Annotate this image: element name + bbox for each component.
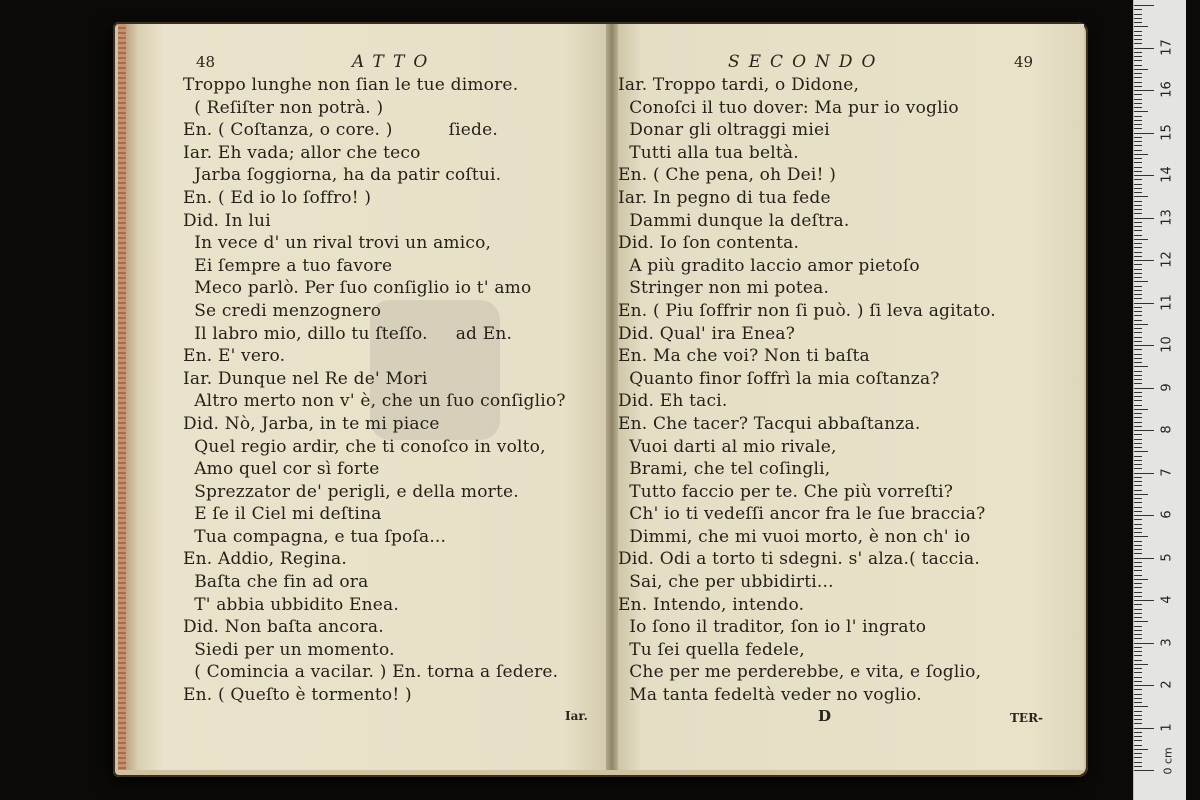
ruler-tick xyxy=(1134,375,1142,376)
ruler-number: 5 xyxy=(1159,552,1175,562)
left-text-line: Altro merto non v' è, che un ſuo conſiglio? xyxy=(183,391,566,412)
left-text-line: E ſe il Ciel mi deſtina xyxy=(183,504,382,525)
ruler-tick xyxy=(1134,643,1154,644)
left-catchword: Iar. xyxy=(565,709,588,723)
ruler-tick xyxy=(1134,532,1142,533)
ruler-tick xyxy=(1134,116,1142,117)
left-text-line: Amo quel cor sì forte xyxy=(183,459,380,480)
ruler-tick xyxy=(1134,664,1148,665)
ruler-unit-label: 0 cm xyxy=(1161,747,1175,775)
ruler-tick xyxy=(1134,519,1142,520)
right-text-line: Quanto finor ſoffrì la mia coſtanza? xyxy=(618,368,940,389)
ruler-tick xyxy=(1134,18,1142,19)
ruler-tick xyxy=(1134,362,1142,363)
ruler-tick xyxy=(1134,596,1142,597)
ruler-number: 4 xyxy=(1159,595,1175,604)
ruler-tick xyxy=(1134,230,1142,231)
ruler-tick xyxy=(1134,162,1142,163)
ruler-tick xyxy=(1134,651,1142,652)
left-text-line: Iar. Eh vada; allor che teco xyxy=(183,142,421,163)
ruler-tick xyxy=(1134,201,1142,202)
right-text-line: En. Che tacer? Tacqui abbaſtanza. xyxy=(618,413,921,434)
left-text-line: Siedi per un momento. xyxy=(183,639,395,660)
ruler-tick xyxy=(1134,558,1154,559)
ruler-tick xyxy=(1134,218,1154,219)
left-text-line: Did. Non baſta ancora. xyxy=(183,617,384,638)
ruler-tick xyxy=(1134,264,1142,265)
right-page-number: 49 xyxy=(1014,53,1034,71)
ruler-tick xyxy=(1134,490,1142,491)
right-text-line: Did. Odi a torto ti sdegni. s' alza.( taccia. xyxy=(618,549,980,570)
ruler-tick xyxy=(1134,613,1142,614)
ruler-tick xyxy=(1134,332,1142,333)
ruler-tick xyxy=(1134,358,1142,359)
ruler-tick xyxy=(1134,154,1148,155)
ruler-tick xyxy=(1134,689,1142,690)
ruler-tick xyxy=(1134,681,1142,682)
ruler-number: 2 xyxy=(1159,680,1175,689)
ruler-tick xyxy=(1134,69,1148,70)
ruler-tick xyxy=(1134,524,1142,525)
right-text-line: Io ſono il traditor, ſon io l' ingrato xyxy=(618,617,927,638)
ruler-tick xyxy=(1134,366,1148,367)
ruler-tick xyxy=(1134,345,1154,346)
ruler-tick xyxy=(1134,638,1142,639)
measurement-ruler xyxy=(1133,0,1186,800)
ruler-tick xyxy=(1134,256,1142,257)
ruler-tick xyxy=(1134,434,1142,435)
ruler-tick xyxy=(1134,447,1142,448)
right-text-line: Dimmi, che mi vuoi morto, è non ch' io xyxy=(618,526,971,547)
ruler-tick xyxy=(1134,494,1148,495)
ruler-tick xyxy=(1134,430,1154,431)
ruler-tick xyxy=(1134,617,1142,618)
ruler-tick xyxy=(1134,460,1142,461)
ruler-tick xyxy=(1134,694,1142,695)
ruler-tick xyxy=(1134,396,1142,397)
ruler-tick xyxy=(1134,451,1148,452)
ruler-tick xyxy=(1134,269,1142,270)
ruler-tick xyxy=(1134,443,1142,444)
ruler-tick xyxy=(1134,570,1142,571)
ruler-tick xyxy=(1134,668,1142,669)
left-text-line: Troppo lunghe non ſian le tue dimore. xyxy=(183,75,519,95)
ruler-tick xyxy=(1134,60,1142,61)
ruler-tick xyxy=(1134,179,1142,180)
ruler-tick xyxy=(1134,307,1142,308)
ruler-tick xyxy=(1134,485,1142,486)
ruler-tick xyxy=(1134,426,1142,427)
ruler-tick xyxy=(1134,481,1142,482)
ruler-tick xyxy=(1134,732,1142,733)
ruler-tick xyxy=(1134,349,1142,350)
ruler-number: 3 xyxy=(1159,637,1175,647)
right-text-line: En. Ma che voi? Non ti baſta xyxy=(618,346,870,367)
ruler-tick xyxy=(1134,5,1154,6)
ruler-tick xyxy=(1134,464,1142,465)
ruler-tick xyxy=(1134,379,1142,380)
ruler-tick xyxy=(1134,672,1142,673)
ruler-number: 13 xyxy=(1159,208,1175,226)
ruler-tick xyxy=(1134,719,1142,720)
ruler-tick xyxy=(1134,549,1142,550)
ruler-tick xyxy=(1134,320,1142,321)
ruler-tick xyxy=(1134,702,1142,703)
ruler-tick xyxy=(1134,477,1142,478)
ruler-tick xyxy=(1134,413,1142,414)
ruler-tick xyxy=(1134,120,1142,121)
ruler-number: 8 xyxy=(1159,425,1175,434)
ruler-tick xyxy=(1134,209,1142,210)
ruler-tick xyxy=(1134,188,1142,189)
ruler-number: 14 xyxy=(1159,166,1175,183)
ruler-tick xyxy=(1134,48,1154,49)
ruler-tick xyxy=(1134,277,1142,278)
ruler-number: 1 xyxy=(1159,722,1175,732)
ruler-tick xyxy=(1134,99,1142,100)
ruler-tick xyxy=(1134,82,1142,83)
right-text-line: Did. Io ſon contenta. xyxy=(618,233,800,254)
ruler-tick xyxy=(1134,14,1142,15)
ruler-tick xyxy=(1134,507,1142,508)
left-text-line: Se credi menzognero xyxy=(183,300,382,321)
ruler-number: 15 xyxy=(1159,123,1175,141)
left-text-line: Il labro mio, dillo tu ſteſſo. ad En. xyxy=(183,323,513,344)
ruler-tick xyxy=(1134,222,1142,223)
ruler-tick xyxy=(1134,711,1142,712)
ruler-tick xyxy=(1134,137,1142,138)
ruler-tick xyxy=(1134,706,1148,707)
ruler-tick xyxy=(1134,745,1142,746)
signature-mark: D xyxy=(818,707,832,725)
ruler-tick xyxy=(1134,56,1142,57)
ruler-tick xyxy=(1134,583,1142,584)
ruler-tick xyxy=(1134,103,1142,104)
ruler-tick xyxy=(1134,587,1142,588)
ruler-tick xyxy=(1134,502,1142,503)
ruler-tick xyxy=(1134,456,1142,457)
ruler-tick xyxy=(1134,192,1142,193)
ruler-tick xyxy=(1134,39,1142,40)
left-text-line: Baſta che fin ad ora xyxy=(183,572,369,593)
ruler-tick xyxy=(1134,31,1142,32)
ruler-tick xyxy=(1134,388,1154,389)
ruler-tick xyxy=(1134,315,1142,316)
ruler-tick xyxy=(1134,281,1148,282)
ruler-tick xyxy=(1134,579,1148,580)
ruler-tick xyxy=(1134,740,1142,741)
right-text-line: Did. Eh taci. xyxy=(618,391,728,412)
ruler-number: 12 xyxy=(1159,251,1175,268)
ruler-tick xyxy=(1134,600,1154,601)
ruler-tick xyxy=(1134,158,1142,159)
ruler-tick xyxy=(1134,371,1142,372)
right-page-text xyxy=(618,74,996,707)
ruler-tick xyxy=(1134,685,1154,686)
ruler-tick xyxy=(1134,621,1148,622)
left-text-line: En. ( Ed io lo ſoffro! ) xyxy=(183,187,372,208)
ruler-tick xyxy=(1134,609,1142,610)
ruler-tick xyxy=(1134,273,1142,274)
left-text-line: Ei ſempre a tuo favore xyxy=(183,255,393,276)
ruler-tick xyxy=(1134,26,1148,27)
ruler-tick xyxy=(1134,383,1142,384)
ruler-tick xyxy=(1134,205,1142,206)
ruler-tick xyxy=(1134,655,1142,656)
ruler-tick xyxy=(1134,311,1142,312)
ruler-tick xyxy=(1134,545,1142,546)
right-text-line: Tu ſei quella fedele, xyxy=(618,639,805,660)
ruler-tick xyxy=(1134,409,1148,410)
right-text-line: Che per me perderebbe, e vita, e ſoglio, xyxy=(618,662,982,683)
ruler-tick xyxy=(1134,260,1154,261)
ruler-tick xyxy=(1134,400,1142,401)
ruler-tick xyxy=(1134,328,1142,329)
ruler-tick xyxy=(1134,124,1142,125)
ruler-tick xyxy=(1134,515,1154,516)
left-page-text xyxy=(183,74,566,707)
right-text-line: Conoſci il tuo dover: Ma pur io voglio xyxy=(618,97,959,118)
ruler-tick xyxy=(1134,9,1142,10)
ruler-tick xyxy=(1134,541,1142,542)
ruler-tick xyxy=(1134,536,1148,537)
left-text-line: ( Reſiſter non potrà. ) xyxy=(183,97,384,118)
ruler-tick xyxy=(1134,213,1142,214)
ruler-tick xyxy=(1134,90,1154,91)
ruler-tick xyxy=(1134,298,1142,299)
right-text-line: Stringer non mi potea. xyxy=(618,278,830,299)
right-text-line: Iar. In pegno di tua fede xyxy=(618,187,831,208)
ruler-tick xyxy=(1134,35,1142,36)
ruler-tick xyxy=(1134,392,1142,393)
ruler-tick xyxy=(1134,145,1142,146)
ruler-tick xyxy=(1134,736,1142,737)
right-text-line: En. Intendo, intendo. xyxy=(618,594,805,615)
book-gutter xyxy=(606,24,618,770)
ruler-tick xyxy=(1134,52,1142,53)
right-text-line: Tutti alla tua beltà. xyxy=(618,142,799,163)
ruler-tick xyxy=(1134,575,1142,576)
ruler-tick xyxy=(1134,698,1142,699)
ruler-tick xyxy=(1134,86,1142,87)
ruler-number: 9 xyxy=(1159,382,1175,392)
left-text-line: Tua compagna, e tua ſpoſa... xyxy=(183,526,447,547)
ruler-tick xyxy=(1134,405,1142,406)
left-text-line: En. E' vero. xyxy=(183,346,286,367)
ruler-tick xyxy=(1134,417,1142,418)
ruler-tick xyxy=(1134,111,1148,112)
ruler-tick xyxy=(1134,286,1142,287)
left-text-line: En. ( Queſto è tormento! ) xyxy=(183,685,412,706)
right-text-line: En. ( Piu ſoffrir non ſi può. ) ſi leva agitato. xyxy=(618,300,996,321)
ruler-number: 7 xyxy=(1159,467,1175,477)
left-text-line: Did. Nò, Jarba, in te mi piace xyxy=(183,413,440,434)
ruler-tick xyxy=(1134,324,1148,325)
ruler-tick xyxy=(1134,141,1142,142)
left-page-number: 48 xyxy=(196,53,216,71)
ruler-tick xyxy=(1134,133,1154,134)
left-text-line: T' abbia ubbidito Enea. xyxy=(183,594,399,615)
left-running-header: ATTO xyxy=(352,52,437,72)
ruler-tick xyxy=(1134,562,1142,563)
ruler-tick xyxy=(1134,226,1142,227)
left-text-line: Quel regio ardir, che ti conoſco in volto, xyxy=(183,436,546,457)
right-text-line: Donar gli oltraggi miei xyxy=(618,120,830,141)
right-text-line: Dammi dunque la deſtra. xyxy=(618,210,850,231)
ruler-tick xyxy=(1134,498,1142,499)
ruler-tick xyxy=(1134,252,1142,253)
right-text-line: Ma tanta fedeltà veder no voglio. xyxy=(618,685,922,706)
left-text-line: Jarba ſoggiorna, ha da patir coſtui. xyxy=(183,165,502,186)
right-text-line: Ch' io ti vedeſſi ancor fra le ſue braccia? xyxy=(618,504,986,525)
ruler-tick xyxy=(1134,757,1142,758)
right-text-line: Vuoi darti al mio rivale, xyxy=(618,436,837,457)
ruler-tick xyxy=(1134,553,1142,554)
ruler-tick xyxy=(1134,660,1142,661)
ruler-tick xyxy=(1134,630,1142,631)
right-text-line: Tutto faccio per te. Che più vorreſti? xyxy=(618,481,954,502)
ruler-tick xyxy=(1134,723,1142,724)
ruler-tick xyxy=(1134,677,1142,678)
ruler-tick xyxy=(1134,107,1142,108)
left-text-line: Sprezzator de' perigli, e della morte. xyxy=(183,481,519,502)
ruler-tick xyxy=(1134,196,1148,197)
ruler-tick xyxy=(1134,715,1142,716)
ruler-tick xyxy=(1134,770,1154,771)
ruler-tick xyxy=(1134,592,1142,593)
right-catchword: TER- xyxy=(1010,711,1044,725)
ruler-tick xyxy=(1134,184,1142,185)
ruler-tick xyxy=(1134,337,1142,338)
ruler-tick xyxy=(1134,77,1142,78)
ruler-tick xyxy=(1134,766,1142,767)
ruler-tick xyxy=(1134,511,1142,512)
ruler-tick xyxy=(1134,604,1142,605)
ruler-tick xyxy=(1134,749,1148,750)
ruler-tick xyxy=(1134,422,1142,423)
ruler-tick xyxy=(1134,626,1142,627)
ruler-tick xyxy=(1134,94,1142,95)
ruler-tick xyxy=(1134,73,1142,74)
ruler-tick xyxy=(1134,303,1154,304)
ruler-tick xyxy=(1134,294,1142,295)
left-text-line: En. Addio, Regina. xyxy=(183,549,347,570)
right-running-header: SECONDO xyxy=(728,52,885,72)
ruler-tick xyxy=(1134,753,1142,754)
ruler-tick xyxy=(1134,171,1142,172)
right-text-line: Brami, che tel coſingli, xyxy=(618,459,831,480)
ruler-tick xyxy=(1134,247,1142,248)
ruler-tick xyxy=(1134,647,1142,648)
ruler-number: 17 xyxy=(1159,38,1175,56)
ruler-number: 6 xyxy=(1159,510,1175,519)
left-text-line: Did. In lui xyxy=(183,210,271,231)
right-text-line: En. ( Che pena, oh Dei! ) xyxy=(618,165,837,186)
ruler-tick xyxy=(1134,150,1142,151)
ruler-tick xyxy=(1134,528,1142,529)
ruler-tick xyxy=(1134,566,1142,567)
right-text-line: A più gradito laccio amor pietoſo xyxy=(618,255,920,276)
ruler-tick xyxy=(1134,439,1142,440)
left-text-line: In vece d' un rival trovi un amico, xyxy=(183,233,492,254)
left-text-line: Meco parlò. Per ſuo conſiglio io t' amo xyxy=(183,278,532,299)
ruler-tick xyxy=(1134,167,1142,168)
ruler-tick xyxy=(1134,128,1142,129)
ruler-tick xyxy=(1134,468,1142,469)
ruler-tick xyxy=(1134,22,1142,23)
left-text-line: ( Comincia a vacilar. ) En. torna a ſedere. xyxy=(183,662,559,683)
ruler-number: 10 xyxy=(1159,336,1175,353)
ruler-tick xyxy=(1134,728,1154,729)
ruler-tick xyxy=(1134,473,1154,474)
ruler-tick xyxy=(1134,634,1142,635)
ruler-number: 16 xyxy=(1159,81,1175,98)
right-text-line: Sai, che per ubbidirti... xyxy=(618,572,834,593)
ruler-tick xyxy=(1134,43,1142,44)
right-text-line: Iar. Troppo tardi, o Didone, xyxy=(618,75,860,95)
left-text-line: Iar. Dunque nel Re de' Mori xyxy=(183,368,428,389)
ruler-tick xyxy=(1134,65,1142,66)
ruler-tick xyxy=(1134,175,1154,176)
ruler-tick xyxy=(1134,762,1142,763)
left-text-line: En. ( Coſtanza, o core. ) ſiede. xyxy=(183,120,498,141)
ruler-tick xyxy=(1134,239,1148,240)
ruler-tick xyxy=(1134,243,1142,244)
ruler-tick xyxy=(1134,290,1142,291)
ruler-number: 11 xyxy=(1159,293,1175,311)
ruler-tick xyxy=(1134,341,1142,342)
ruler-tick xyxy=(1134,235,1142,236)
ruler-tick xyxy=(1134,354,1142,355)
right-text-line: Did. Qual' ira Enea? xyxy=(618,323,796,344)
